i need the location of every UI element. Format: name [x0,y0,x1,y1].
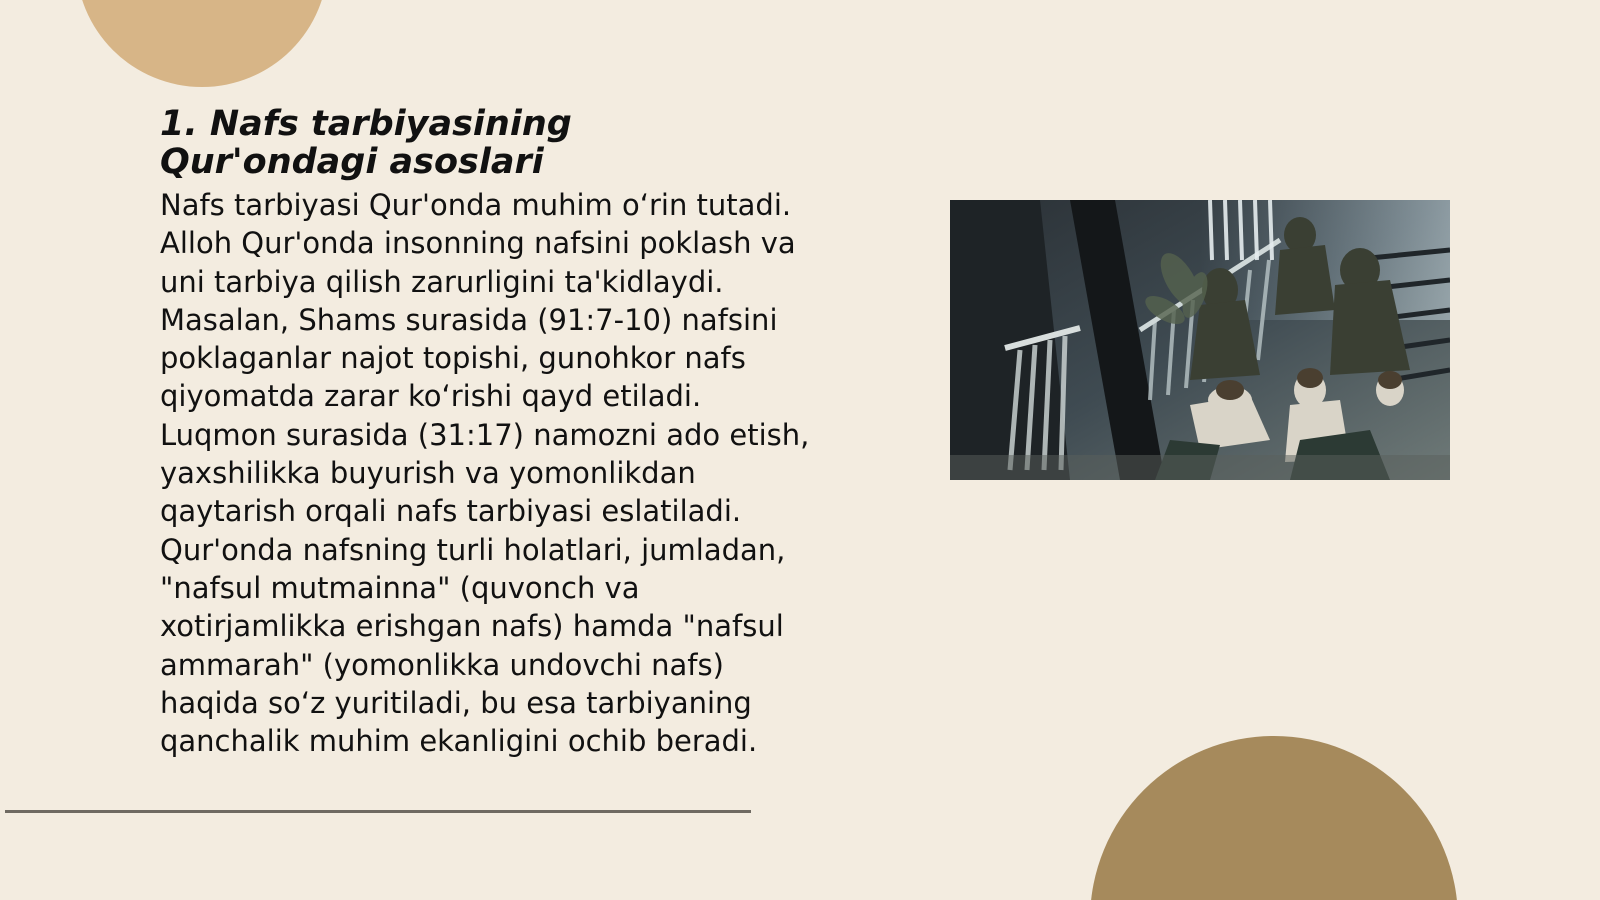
decorative-circle-top [76,0,328,87]
decorative-circle-bottom [1090,736,1458,900]
divider-line [5,810,751,813]
anime-staircase-illustration [950,200,1450,480]
slide-title: 1. Nafs tarbiyasining Qur'ondagi asoslari [160,104,572,182]
illustration-graphic [950,200,1450,480]
slide-body-text: Nafs tarbiyasi Qur'onda muhim o‘rin tutadi. Alloh Qur'onda insonning nafsini poklash va uni tarbiya qilish zarurligini ta'kidlaydi. Masalan, Shams surasida (91:7-10) nafsini poklaganlar najot topishi, gunohkor nafs qiyomatda zarar ko‘rishi qayd etiladi. Luqmon surasida (31:17) namozni ado etish, yaxshilikka buyurish va yomonlikdan qaytarish orqali nafs tarbiyasi eslatiladi. Qur'onda nafsning turli holatlari, jumladan, "nafsul mutmainna" (quvonch va xotirjamlikka erishgan nafs) hamda "nafsul ammarah" (yomonlikka undovchi nafs) haqida so‘z yuritiladi, bu esa tarbiyaning qanchalik muhim ekanligini ochib beradi. [160,188,810,759]
